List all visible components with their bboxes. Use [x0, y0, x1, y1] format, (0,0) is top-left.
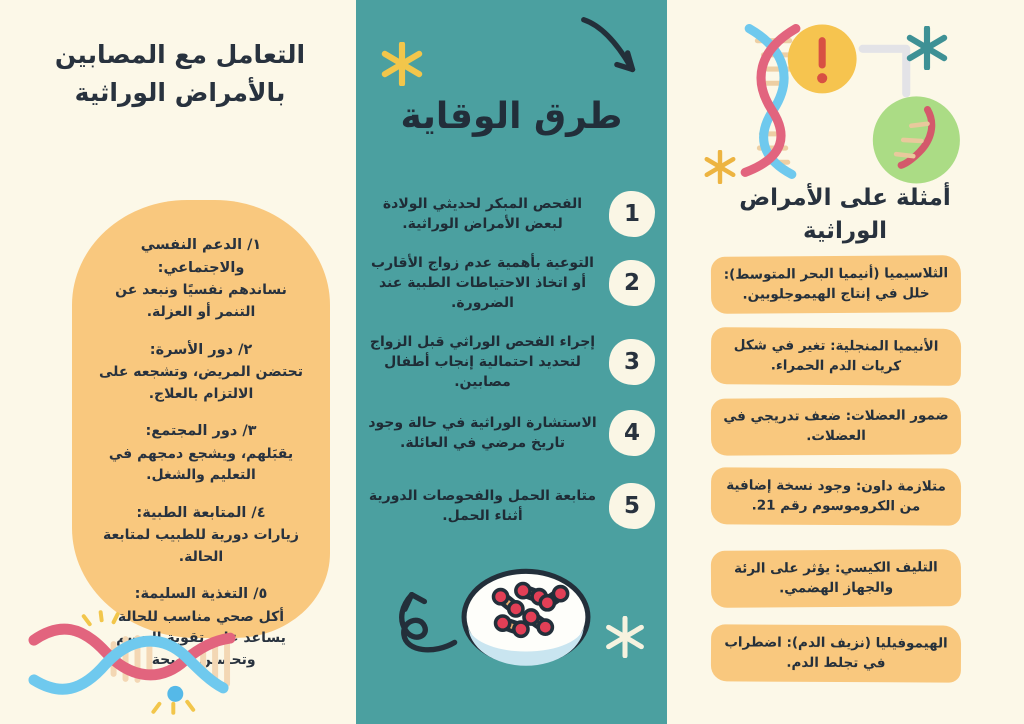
disease-card: متلازمة داون: وجود نسخة إضافية من الكروموسوم رقم 21.: [711, 467, 961, 525]
disease-card: التليف الكيسي: يؤثر على الرئة والجهاز الهضمي.: [711, 549, 961, 607]
care-tip-body: نساندهم نفسيًا ونبعد عن التنمر أو العزلة.: [115, 282, 287, 321]
petri-dish-icon: [460, 566, 592, 668]
step-text: إجراء الفحص الوراثي قبل الزواج لتحديد احتمالية إنجاب أطفال مصابين.: [369, 333, 596, 391]
care-tip-heading: ٥/ التغذية السليمة:: [134, 586, 268, 603]
prevention-step: [356, 322, 667, 402]
diseases-title: أمثلة على الأمراض الوراثية: [739, 185, 951, 245]
step-number-badge: 2: [609, 260, 655, 306]
step-number-badge: 5: [609, 483, 655, 529]
care-tip: [98, 339, 304, 406]
prevention-title: طرق الوقاية: [400, 96, 623, 137]
step-text: الفحص المبكر لحديثي الولادة لبعض الأمراض الوراثية.: [382, 195, 583, 232]
dna-horizontal-icon: [26, 610, 240, 716]
care-tip-heading: ٤/ المتابعة الطبية:: [136, 504, 266, 521]
care-tip-heading: ٢/ دور الأسرة:: [149, 341, 253, 358]
step-number-badge: 3: [609, 339, 655, 385]
left-panel-title: التعامل مع المصابين بالأمراض الوراثية: [54, 40, 306, 107]
curved-arrow-icon: [574, 10, 652, 88]
prevention-step: [356, 478, 667, 534]
prevention-step: [356, 250, 667, 316]
yellow-asterisk-icon: [703, 150, 737, 184]
step-text: الاستشارة الوراثية في حالة وجود تاريخ مرضي في العائلة.: [368, 414, 597, 451]
care-tip-body: زيارات دورية للطبيب لمتابعة الحالة.: [103, 527, 299, 565]
care-tip: [98, 502, 304, 569]
step-number-badge: 4: [609, 410, 655, 456]
care-tips-card: [72, 200, 330, 668]
care-tip: [98, 420, 304, 487]
step-text: متابعة الحمل والفحوصات الدورية أثناء الحمل.: [368, 487, 597, 524]
care-tip-body: يقبَلهم، ويشجع دمجهم في التعليم والشغل.: [108, 445, 294, 484]
prevention-panel: [356, 0, 667, 724]
gene-circle-icon: [873, 96, 960, 183]
disease-card: الهيموفيليا (نزيف الدم): اضطراب في تجلط الدم.: [711, 624, 961, 682]
step-text: التوعية بأهمية عدم زواج الأقارب أو اتخاذ الاحتياطات الطبية عند الضرورة.: [371, 254, 594, 312]
warning-circle-icon: [788, 24, 857, 93]
loop-arrow-icon: [378, 582, 462, 658]
corner-line-icon: [863, 49, 907, 94]
yellow-asterisk-icon: [380, 42, 424, 86]
cream-asterisk-icon: [604, 616, 646, 658]
right-panel: [667, 0, 1024, 724]
care-tip-heading: ١/ الدعم النفسي والاجتماعي:: [140, 237, 262, 277]
prevention-step: [356, 183, 667, 245]
disease-card: ضمور العضلات: ضعف تدريجي في العضلات.: [711, 397, 961, 455]
disease-card: الثلاسيميا (أنيميا البحر المتوسط): خلل في إنتاج الهيموجلوبين.: [711, 255, 961, 313]
care-tip-heading: ٣/ دور المجتمع:: [145, 423, 257, 440]
care-tip: [98, 234, 304, 324]
left-panel: [0, 0, 356, 724]
disease-card: الأنيميا المنجلية: تغير في شكل كريات الدم الحمراء.: [711, 327, 961, 385]
care-tip-body: تحتضن المريض، وتشجعه على الالتزام بالعلاج.: [98, 363, 304, 402]
teal-asterisk-icon: [905, 26, 949, 70]
step-number-badge: 1: [609, 191, 655, 237]
care-tip-body: أكل صحي مناسب للحالة يساعد على تقوية الجسم وتحسين الصحة.: [116, 608, 286, 668]
prevention-step: [356, 402, 667, 464]
